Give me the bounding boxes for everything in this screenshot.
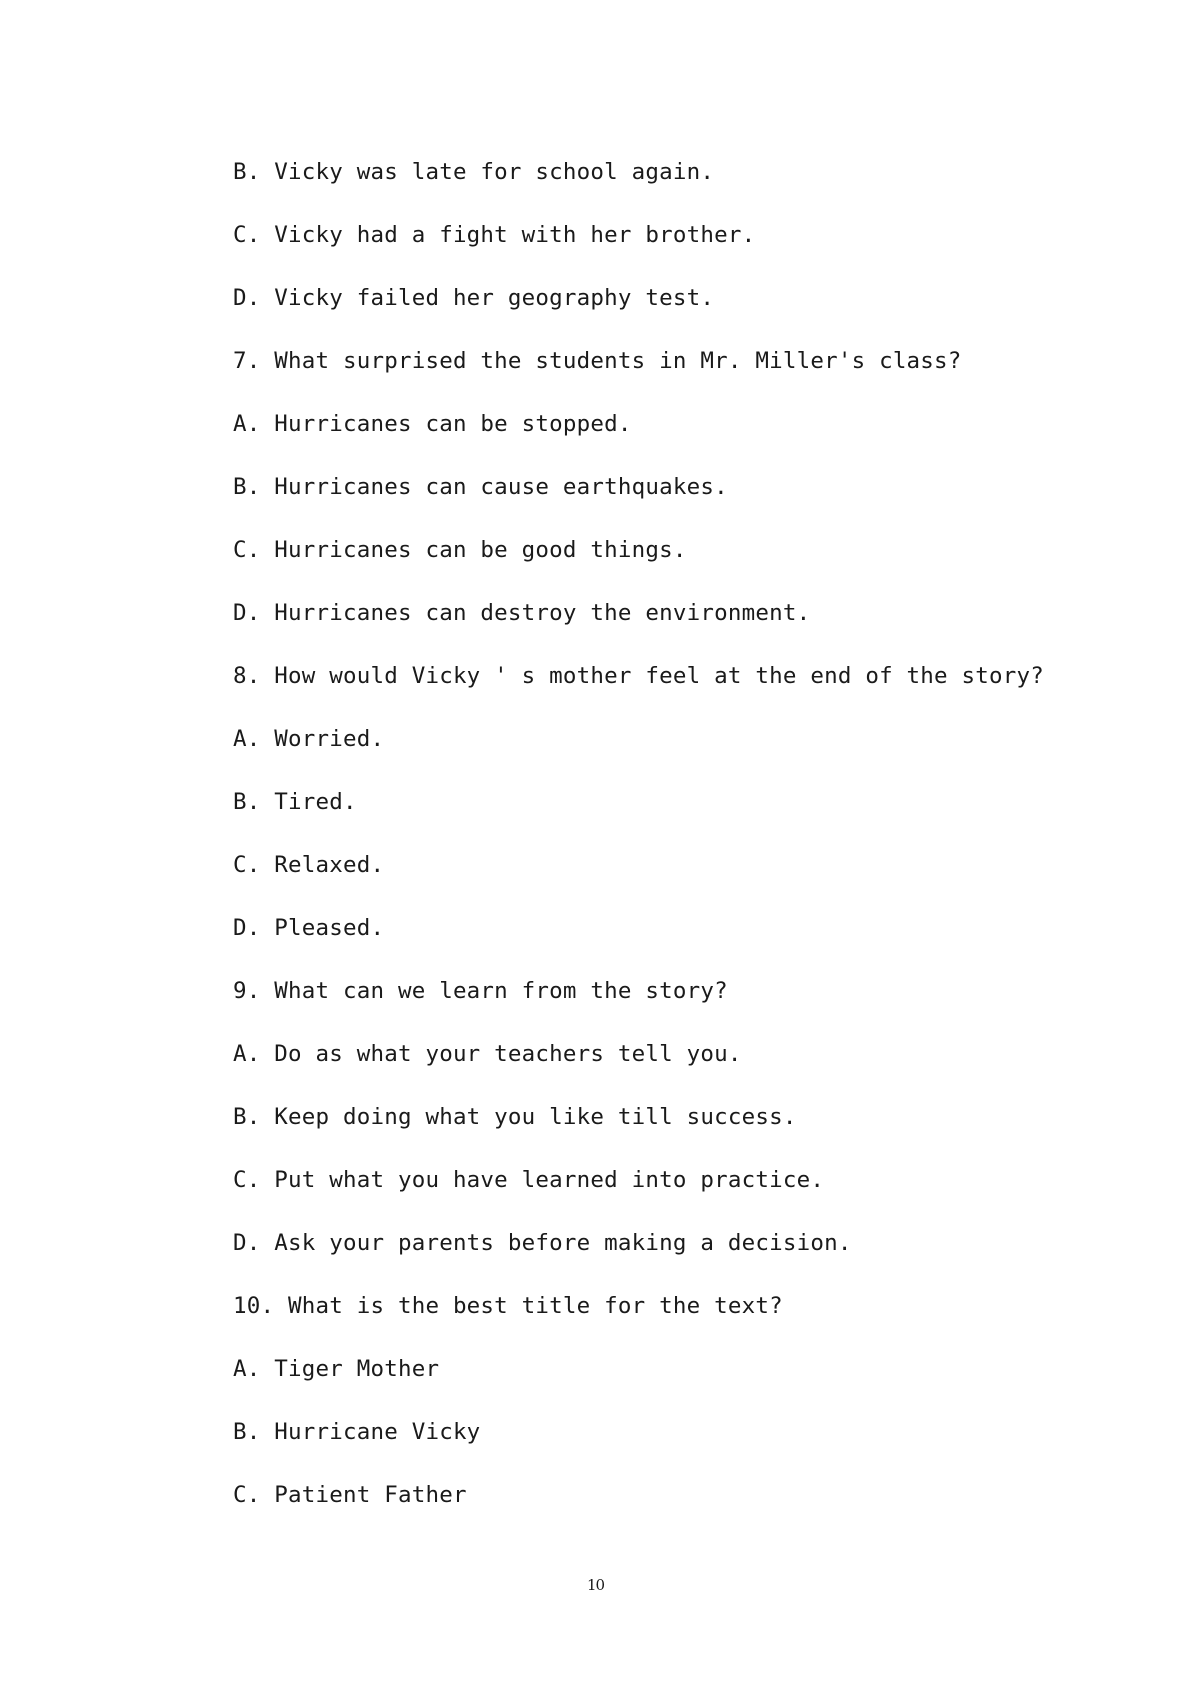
option-line: C. Relaxed.	[233, 852, 385, 878]
option-line: A. Do as what your teachers tell you.	[233, 1041, 742, 1067]
question-line: 9. What can we learn from the story?	[233, 978, 728, 1004]
option-line: D. Ask your parents before making a decision.	[233, 1230, 852, 1256]
option-line: B. Hurricanes can cause earthquakes.	[233, 474, 728, 500]
option-line: A. Hurricanes can be stopped.	[233, 411, 632, 437]
option-line: A. Tiger Mother	[233, 1356, 440, 1382]
option-line: C. Vicky had a fight with her brother.	[233, 222, 756, 248]
option-line: B. Keep doing what you like till success.	[233, 1104, 797, 1130]
question-list	[233, 152, 1093, 1538]
option-line: B. Vicky was late for school again.	[233, 159, 715, 185]
question-line: 8. How would Vicky ' s mother feel at the end of the story?	[233, 663, 1045, 689]
option-line: C. Put what you have learned into practice.	[233, 1167, 825, 1193]
option-line: D. Pleased.	[233, 915, 385, 941]
option-line: C. Hurricanes can be good things.	[233, 537, 687, 563]
option-line: C. Patient Father	[233, 1482, 467, 1508]
option-line: B. Hurricane Vicky	[233, 1419, 481, 1445]
page-number: 10	[586, 1576, 605, 1594]
question-line: 7. What surprised the students in Mr. Miller's class?	[233, 348, 962, 374]
option-line: D. Hurricanes can destroy the environment.	[233, 600, 811, 626]
question-line: 10. What is the best title for the text?	[233, 1293, 783, 1319]
option-line: A. Worried.	[233, 726, 385, 752]
option-line: B. Tired.	[233, 789, 357, 815]
option-line: D. Vicky failed her geography test.	[233, 285, 715, 311]
